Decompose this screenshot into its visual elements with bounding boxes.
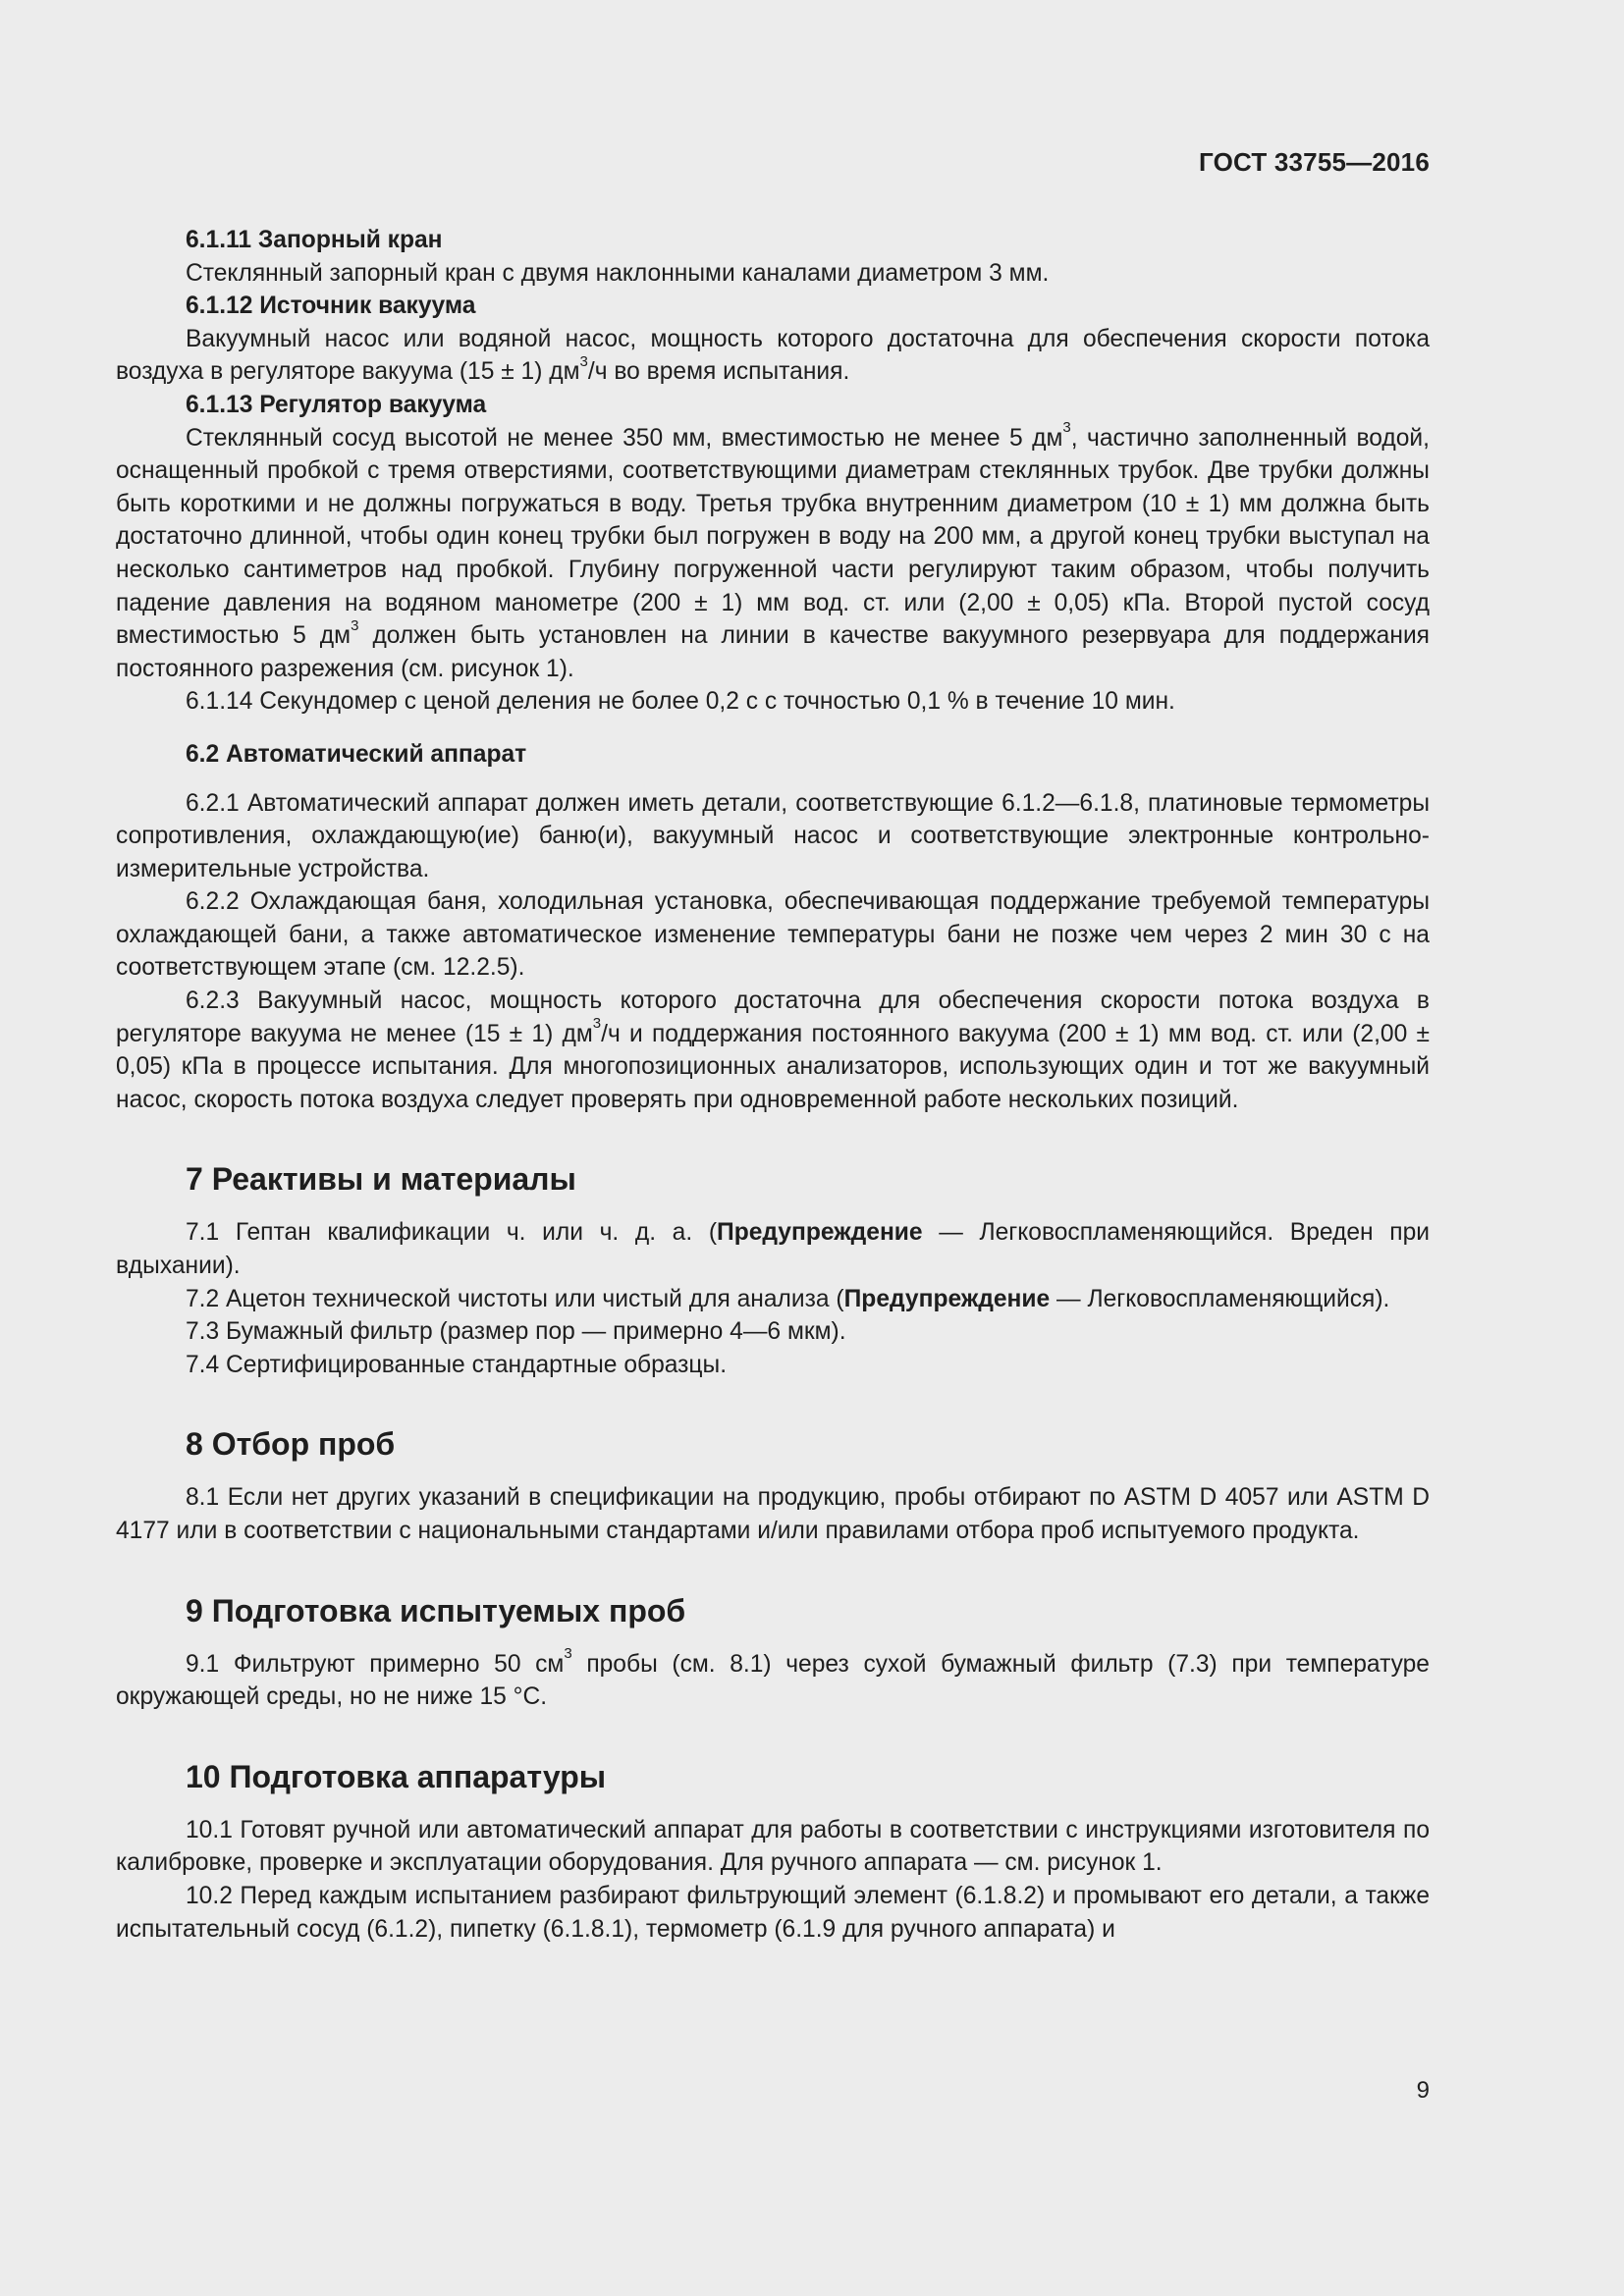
- paragraph-6-2-2: 6.2.2 Охлаждающая баня, холодильная установка, обеспечивающая поддержание требуемой температуры охлаждающей бани, а также автоматическое изменение температуры бани не позже чем через 2 мин 30 с на соответствующем этапе (см. 12.2.5).: [116, 888, 1430, 982]
- paragraph-7-1: [116, 1216, 1430, 1282]
- superscript: 3: [592, 1015, 602, 1033]
- section-title-7: 7 Реактивы и материалы: [186, 1161, 576, 1198]
- paragraph-6-2-3: [116, 985, 1430, 1116]
- subsection-title-6-1-11: 6.1.11 Запорный кран: [186, 227, 443, 253]
- paragraph-7-3: 7.3 Бумажный фильтр (размер пор — примерно 4—6 мкм).: [186, 1318, 846, 1346]
- paragraph-6-1-11: Стеклянный запорный кран с двумя наклонными каналами диаметром 3 мм.: [186, 259, 1050, 287]
- document-header: ГОСТ 33755—2016: [1199, 147, 1430, 177]
- section-title-10: 10 Подготовка аппаратуры: [186, 1758, 607, 1794]
- paragraph-6-1-14: 6.1.14 Секундомер с ценой деления не более 0,2 с с точностью 0,1 % в течение 10 мин.: [186, 688, 1175, 716]
- subsection-title-6-2: 6.2 Автоматический аппарат: [186, 740, 527, 768]
- paragraph-10-1: 10.1 Готовят ручной или автоматический аппарат для работы в соответствии с инструкциями изготовителя по калибровке, проверке и эксплуатации оборудования. Для ручного аппарата — см. рисунок 1.: [116, 1816, 1430, 1877]
- text-segment: — Легковоспламеняющийся. Вреден при вдыхании).: [116, 1219, 1430, 1280]
- paragraph-10-2: 10.2 Перед каждым испытанием разбирают фильтрующий элемент (6.1.8.2) и промывают его детали, а также испытательный сосуд (6.1.2), пипетку (6.1.8.1), термометр (6.1.9 для ручного аппарата) и: [116, 1882, 1430, 1943]
- text-segment: — Легковоспламеняющийся).: [1050, 1285, 1390, 1312]
- paragraph-7-4: 7.4 Сертифицированные стандартные образцы.: [186, 1351, 728, 1378]
- section-title-9: 9 Подготовка испытуемых проб: [186, 1592, 686, 1629]
- text-segment: 7.2 Ацетон технической чистоты или чистый для анализа (: [186, 1285, 844, 1312]
- text-segment: пробы (см. 8.1) через сухой бумажный фильтр (7.3) при температуре окружающей среды, но не ниже 15 °С.: [116, 1650, 1430, 1711]
- text-segment: Вакуумный насос или водяной насос, мощность которого достаточна для обеспечения скорости потока воздуха в регуляторе вакуума (15 ± 1) дм: [116, 325, 1430, 386]
- subsection-title-6-1-13: 6.1.13 Регулятор вакуума: [186, 391, 487, 418]
- superscript: 3: [1062, 419, 1071, 437]
- warning-label: Предупреждение: [717, 1219, 923, 1247]
- subsection-title-6-1-12: 6.1.12 Источник вакуума: [186, 293, 476, 320]
- page-number: 9: [1416, 2077, 1430, 2104]
- text-segment: Стеклянный сосуд высотой не менее 350 мм, вместимостью не менее 5 дм: [186, 424, 1063, 452]
- text-segment: /ч и поддержания постоянного вакуума (200 ± 1) мм вод. ст. или (2,00 ± 0,05) кПа в процессе испытания. Для многопозиционных анализаторов, использующих один и тот же вакуумный насос, скорость потока воздуха следует проверять при одновременной работе нескольких позиций.: [116, 1020, 1430, 1113]
- paragraph-6-2-1: 6.2.1 Автоматический аппарат должен иметь детали, соответствующие 6.1.2—6.1.8, платиновые термометры сопротивления, охлаждающую(ие) баню(и), вакуумный насос и соответствующие электронные контрольно-измерительные устройства.: [116, 789, 1430, 882]
- text-segment: 9.1 Фильтруют примерно 50 см: [186, 1650, 565, 1678]
- text-segment: 7.1 Гептан квалификации ч. или ч. д. а. (: [186, 1219, 718, 1247]
- paragraph-6-1-12: [116, 323, 1430, 389]
- paragraph-9-1: [116, 1645, 1430, 1714]
- paragraph-6-1-13: [116, 419, 1431, 686]
- warning-label: Предупреждение: [843, 1285, 1051, 1312]
- superscript: 3: [564, 1645, 572, 1663]
- text-segment: должен быть установлен на линии в качестве вакуумного резервуара для поддержания постоянного разрежения (см. рисунок 1).: [116, 622, 1431, 682]
- section-title-8: 8 Отбор проб: [186, 1426, 396, 1463]
- text-segment: 6.2.3 Вакуумный насос, мощность которого достаточна для обеспечения скорости потока воздуха в регуляторе вакуума не менее (15 ± 1) дм: [116, 988, 1430, 1047]
- superscript: 3: [351, 616, 359, 634]
- paragraph-7-2: [116, 1283, 1430, 1316]
- superscript: 3: [579, 353, 588, 371]
- text-segment: , частично заполненный водой, оснащенный пробкой с тремя отверстиями, соответствующими диаметрам стеклянных трубок. Две трубки должны быть короткими и не должны погружаться в воду. Третья трубка внутренним диаметром (10 ± 1) мм должна быть достаточно длинной, чтобы один конец трубки был погружен в воду на 200 мм, а другой конец трубки выступал на несколько сантиметров над пробкой. Глубину погруженной части регулируют таким образом, чтобы получить падение давления на водяном манометре (200 ± 1) мм вод. ст. или (2,00 ± 0,05) кПа. Второй пустой сосуд вместимостью 5 дм: [116, 424, 1430, 650]
- paragraph-8-1: 8.1 Если нет других указаний в спецификации на продукцию, пробы отбирают по ASTM D 4057 или ASTM D 4177 или в соответствии с национальными стандартами и/или правилами отбора проб испытуемого продукта.: [116, 1484, 1430, 1544]
- text-segment: /ч во время испытания.: [587, 358, 850, 386]
- document-body: [116, 224, 1430, 1946]
